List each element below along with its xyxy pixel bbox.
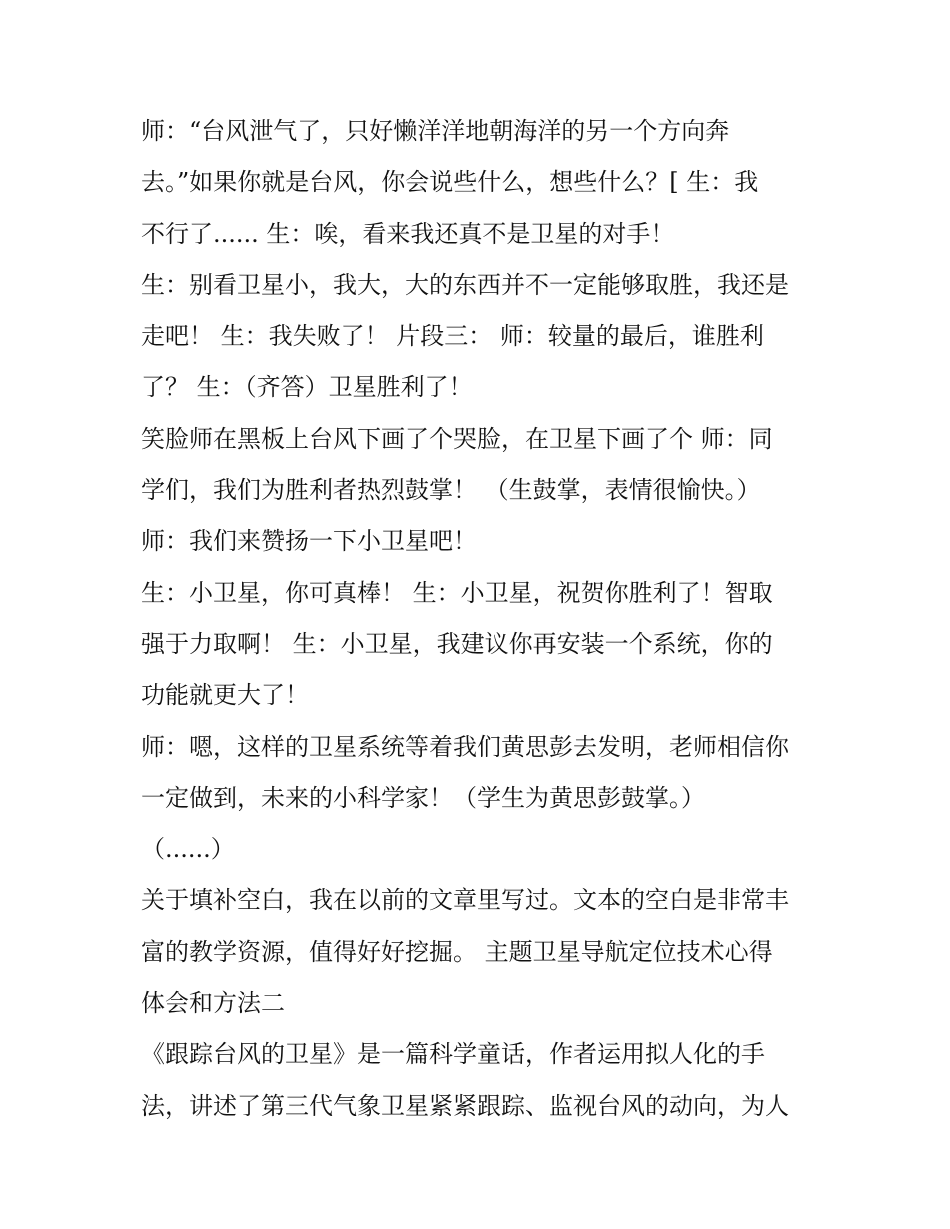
text-line: （......） [141, 835, 235, 864]
text-line: 走吧！ 生：我失败了！ 片段三： 师：较量的最后，谁胜利 [141, 322, 764, 351]
text-line: 富的教学资源，值得好好挖掘。 主题卫星导航定位技术心得 [141, 937, 773, 966]
text-line: 一定做到，未来的小科学家！（学生为黄思彭鼓掌。） [141, 783, 705, 812]
text-line: 法，讲述了第三代气象卫星紧紧跟踪、监视台风的动向，为人 [141, 1091, 789, 1120]
text-line: 了？ 生：（齐答）卫星胜利了！ [141, 373, 473, 402]
text-line: 去。”如果你就是台风，你会说些什么，想些什么？[ 生：我 [141, 168, 759, 197]
text-line: 功能就更大了！ [141, 681, 309, 710]
text-line: 《跟踪台风的卫星》是一篇科学童话，作者运用拟人化的手 [141, 1040, 765, 1069]
text-line: 生：别看卫星小，我大，大的东西并不一定能够取胜，我还是 [141, 270, 789, 299]
text-line: 笑脸师在黑板上台风下画了个哭脸，在卫星下画了个 师：同 [141, 424, 773, 453]
text-line: 体会和方法二 [141, 989, 285, 1018]
text-line: 关于填补空白，我在以前的文章里写过。文本的空白是非常丰 [141, 886, 789, 915]
text-line: 师：“台风泄气了，只好懒洋洋地朝海洋的另一个方向奔 [141, 117, 730, 145]
text-line: 生：小卫星，你可真棒！ 生：小卫星，祝贺你胜利了！智取 [141, 578, 773, 607]
text-line: 师：我们来赞扬一下小卫星吧！ [141, 527, 477, 556]
text-line: 不行了...... 生：唉，看来我还真不是卫星的对手！ [141, 219, 675, 248]
text-line: 师：嗯，这样的卫星系统等着我们黄思彭去发明，老师相信你 [141, 732, 789, 761]
body-text [141, 106, 821, 1132]
text-line: 学们，我们为胜利者热烈鼓掌！ （生鼓掌，表情很愉快。） [141, 476, 761, 505]
text-line: 强于力取啊！ 生：小卫星，我建议你再安装一个系统，你的 [141, 629, 773, 658]
